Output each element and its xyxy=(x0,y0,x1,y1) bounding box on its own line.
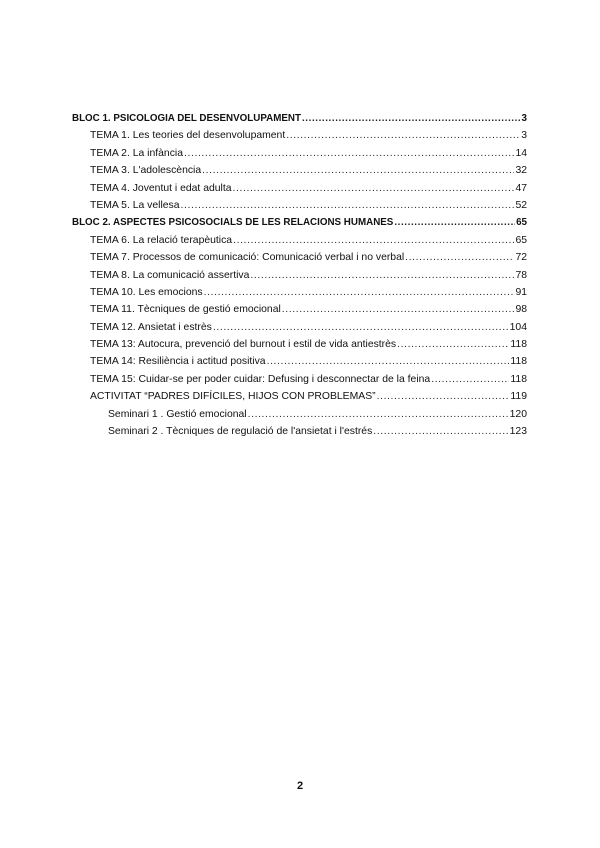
toc-entry-label: ACTIVITAT “PADRES DIFÍCILES, HIJOS CON PROBLEMAS” xyxy=(90,391,376,403)
toc-entry[interactable] xyxy=(72,214,527,231)
toc-entry-label: TEMA 12. Ansietat i estrès xyxy=(90,321,212,333)
toc-entry-page: 14 xyxy=(515,147,527,159)
toc-entry-page: 123 xyxy=(509,426,527,438)
toc-entry-label: TEMA 2. La infància xyxy=(90,147,183,159)
toc-entry-page: 120 xyxy=(509,408,527,420)
toc-entry-label: TEMA 1. Les teories del desenvolupament xyxy=(90,130,286,142)
toc-entry[interactable] xyxy=(72,423,527,440)
toc-entry-page: 65 xyxy=(516,217,527,229)
toc-entry-label: BLOC 1. PSICOLOGIA DEL DESENVOLUPAMENT xyxy=(72,113,301,124)
toc-entry-page: 3 xyxy=(521,113,527,124)
toc-entry[interactable] xyxy=(72,319,527,336)
toc-entry-label: TEMA 11. Tècniques de gestió emocional xyxy=(90,304,281,316)
toc-entry-page: 52 xyxy=(515,199,527,211)
toc-entry-page: 118 xyxy=(510,356,527,368)
toc-entry[interactable] xyxy=(72,284,527,301)
dot-leader xyxy=(250,267,514,284)
toc-entry[interactable] xyxy=(72,371,527,388)
toc-entry-page: 3 xyxy=(521,130,527,142)
dot-leader xyxy=(302,110,521,127)
dot-leader xyxy=(282,301,515,318)
dot-leader xyxy=(377,388,510,405)
toc-entry[interactable] xyxy=(72,232,527,249)
toc-entry-label: TEMA 5. La vellesa xyxy=(90,199,180,211)
toc-entry-page: 104 xyxy=(509,321,527,333)
toc-entry-label: TEMA 8. La comunicació assertiva xyxy=(90,269,250,281)
toc-entry[interactable] xyxy=(72,388,527,405)
toc-entry[interactable] xyxy=(72,301,527,318)
dot-leader xyxy=(202,162,514,179)
toc-entry-page: 65 xyxy=(515,234,527,246)
table-of-contents xyxy=(72,110,527,440)
dot-leader xyxy=(181,197,515,214)
dot-leader xyxy=(397,336,509,353)
dot-leader xyxy=(204,284,515,301)
toc-entry-label: Seminari 2 . Tècniques de regulació de l'ansietat i l'estrés xyxy=(108,426,373,438)
dot-leader xyxy=(184,145,514,162)
dot-leader xyxy=(373,423,508,440)
toc-entry-page: 72 xyxy=(515,252,527,264)
toc-entry-page: 98 xyxy=(515,304,527,316)
toc-entry-label: TEMA 10. Les emocions xyxy=(90,286,203,298)
toc-entry[interactable] xyxy=(72,197,527,214)
toc-entry[interactable] xyxy=(72,406,527,423)
toc-entry[interactable] xyxy=(72,110,527,127)
toc-entry[interactable] xyxy=(72,249,527,266)
toc-entry-label: TEMA 14: Resiliència i actitud positiva xyxy=(90,356,266,368)
dot-leader xyxy=(286,127,520,144)
dot-leader xyxy=(213,319,509,336)
toc-entry-label: BLOC 2. ASPECTES PSICOSOCIALS DE LES RELACIONS HUMANES xyxy=(72,217,394,229)
dot-leader xyxy=(248,406,509,423)
toc-entry-label: TEMA 7. Processos de comunicació: Comunicació verbal i no verbal xyxy=(90,252,405,264)
dot-leader xyxy=(394,214,515,231)
toc-entry-page: 118 xyxy=(510,373,527,385)
toc-entry-page: 119 xyxy=(510,391,527,403)
dot-leader xyxy=(233,232,514,249)
toc-entry-label: TEMA 3. L'adolescència xyxy=(90,165,202,177)
toc-entry-page: 118 xyxy=(510,339,527,351)
toc-entry-label: TEMA 6. La relació terapèutica xyxy=(90,234,233,246)
dot-leader xyxy=(267,353,510,370)
toc-entry-page: 78 xyxy=(515,269,527,281)
dot-leader xyxy=(405,249,514,266)
toc-entry-label: TEMA 4. Joventut i edat adulta xyxy=(90,182,232,194)
toc-entry-page: 91 xyxy=(515,286,527,298)
toc-entry-label: TEMA 15: Cuidar-se per poder cuidar: Defusing i desconnectar de la feina xyxy=(90,373,431,385)
toc-entry[interactable] xyxy=(72,127,527,144)
toc-entry[interactable] xyxy=(72,145,527,162)
toc-entry[interactable] xyxy=(72,180,527,197)
toc-entry[interactable] xyxy=(72,353,527,370)
toc-entry-page: 32 xyxy=(515,165,527,177)
toc-entry[interactable] xyxy=(72,336,527,353)
dot-leader xyxy=(431,371,509,388)
toc-entry-label: Seminari 1 . Gestió emocional xyxy=(108,408,247,420)
toc-entry-page: 47 xyxy=(515,182,527,194)
toc-entry-label: TEMA 13: Autocura, prevenció del burnout i estil de vida antiestrès xyxy=(90,339,397,351)
dot-leader xyxy=(233,180,515,197)
toc-entry[interactable] xyxy=(72,162,527,179)
page-number: 2 xyxy=(296,780,304,792)
toc-entry[interactable] xyxy=(72,267,527,284)
